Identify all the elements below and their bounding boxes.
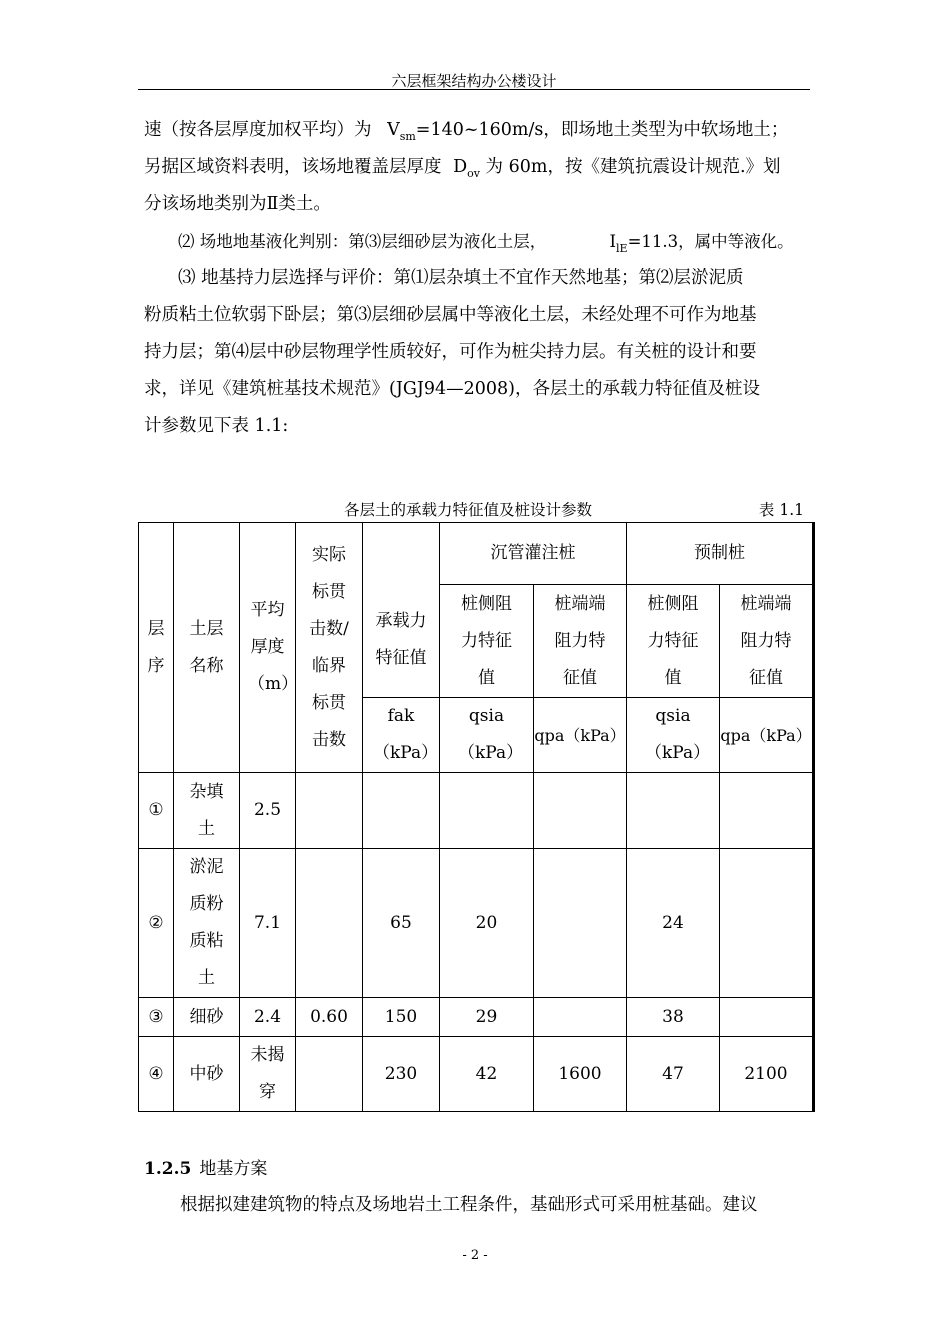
soil-parameter-table <box>138 522 815 1112</box>
cell-order: ① <box>139 773 174 849</box>
cell-order: ④ <box>139 1037 174 1112</box>
table-row <box>139 998 814 1037</box>
cell-spt <box>296 849 363 998</box>
text-line: 求，详见《建筑桩基技术规范》(JGJ94—2008)，各层土的承载力特征值及桩设 <box>144 379 760 399</box>
cell-qsia-cast: 20 <box>440 849 534 998</box>
symbol-i: I <box>609 232 617 251</box>
text-line: 计参数见下表 1.1: <box>144 416 289 436</box>
cell-spt <box>296 773 363 849</box>
cell-fak: 230 <box>363 1037 440 1112</box>
table-row <box>139 773 814 849</box>
cell-name: 杂填土 <box>174 773 240 849</box>
section-heading <box>144 1154 267 1179</box>
cell-qpa-precast <box>720 998 814 1037</box>
cell-fak: 65 <box>363 849 440 998</box>
text-line: 分该场地类别为Ⅱ类土。 <box>144 194 331 214</box>
header-rule <box>138 89 810 90</box>
cell-spt: 0.60 <box>296 998 363 1037</box>
symbol-v: V <box>387 120 400 140</box>
header-end-unit-1: qpa（kPa） <box>534 698 627 773</box>
paragraph-bearing-layer <box>144 260 808 445</box>
text-span: =140~160m/s，即场地土类型为中软场地土； <box>415 120 789 140</box>
header-side-unit-1: qsia（kPa） <box>440 698 534 773</box>
header-side-1: 桩侧阻力特征值 <box>440 585 534 698</box>
header-name: 土层名称 <box>174 523 240 773</box>
cell-qpa-cast <box>534 998 627 1037</box>
header-bearing: 承载力特征值 <box>363 523 440 698</box>
section-title: 地基方案 <box>199 1159 268 1179</box>
cell-qsia-cast <box>440 773 534 849</box>
text-span: =11.3，属中等液化。 <box>627 232 794 251</box>
text-line: 粉质粘土位软弱下卧层；第⑶层细砂层属中等液化土层，未经处理不可作为地基 <box>144 305 757 325</box>
cell-order: ② <box>139 849 174 998</box>
text-line: 持力层；第⑷层中砂层物理学性质较好，可作为桩尖持力层。有关桩的设计和要 <box>144 342 757 362</box>
text-span: ⑵ 场地地基液化判别：第⑶层细砂层为液化土层， <box>178 232 547 251</box>
cell-thickness: 未揭穿 <box>240 1037 296 1112</box>
cell-qsia-precast <box>627 773 720 849</box>
table-row <box>139 1037 814 1112</box>
cell-qsia-precast: 47 <box>627 1037 720 1112</box>
subscript-ov: ov <box>467 167 480 180</box>
header-bearing-unit: fak（kPa） <box>363 698 440 773</box>
cell-name: 淤泥质粉质粘土 <box>174 849 240 998</box>
text-span: 为 60m，按《建筑抗震设计规范.》划 <box>485 157 781 177</box>
cell-fak: 150 <box>363 998 440 1037</box>
table-number: 表 1.1 <box>758 501 804 519</box>
text-span: 速（按各层厚度加权平均）为 <box>144 120 372 140</box>
header-end-1: 桩端端阻力特征值 <box>534 585 627 698</box>
header-order: 层序 <box>139 523 174 773</box>
cell-thickness: 2.5 <box>240 773 296 849</box>
cell-spt <box>296 1037 363 1112</box>
header-thickness: 平均厚度（m） <box>240 523 296 773</box>
paragraph-site-type <box>144 112 808 223</box>
cell-qpa-cast <box>534 849 627 998</box>
page-header: 六层框架结构办公楼设计 <box>391 72 557 90</box>
paragraph-liquefaction <box>178 223 810 260</box>
subscript-sm: sm <box>399 130 416 143</box>
page-number: - 2 - <box>462 1248 488 1263</box>
header-group-precast-pile: 预制桩 <box>627 523 814 585</box>
cell-qpa-cast <box>534 773 627 849</box>
text-span: 另据区域资料表明，该场地覆盖层厚度 <box>144 157 442 177</box>
cell-name: 中砂 <box>174 1037 240 1112</box>
cell-name: 细砂 <box>174 998 240 1037</box>
paragraph-foundation-plan <box>144 1187 808 1224</box>
table-row <box>139 849 814 998</box>
cell-order: ③ <box>139 998 174 1037</box>
cell-thickness: 2.4 <box>240 998 296 1037</box>
header-spt: 实际标贯击数/临界标贯击数 <box>296 523 363 773</box>
cell-qpa-cast: 1600 <box>534 1037 627 1112</box>
cell-fak <box>363 773 440 849</box>
symbol-d: D <box>453 157 468 177</box>
text-line: ⑶ 地基持力层选择与评价：第⑴层杂填土不宜作天然地基；第⑵层淤泥质 <box>178 268 744 288</box>
header-end-2: 桩端端阻力特征值 <box>720 585 814 698</box>
cell-qsia-cast: 29 <box>440 998 534 1037</box>
header-side-unit-2: qsia（kPa） <box>627 698 720 773</box>
cell-qsia-cast: 42 <box>440 1037 534 1112</box>
cell-qpa-precast <box>720 773 814 849</box>
table-title: 各层土的承载力特征值及桩设计参数 <box>344 501 593 519</box>
cell-qsia-precast: 38 <box>627 998 720 1037</box>
header-side-2: 桩侧阻力特征值 <box>627 585 720 698</box>
text-line: 根据拟建建筑物的特点及场地岩土工程条件，基础形式可采用桩基础。建议 <box>180 1195 758 1215</box>
cell-qpa-precast <box>720 849 814 998</box>
cell-qsia-precast: 24 <box>627 849 720 998</box>
cell-thickness: 7.1 <box>240 849 296 998</box>
section-number: 1.2.5 <box>144 1159 192 1179</box>
header-end-unit-2: qpa（kPa） <box>720 698 814 773</box>
subscript-le: lE <box>616 242 628 255</box>
header-group-cast-pile: 沉管灌注桩 <box>440 523 627 585</box>
cell-qpa-precast: 2100 <box>720 1037 814 1112</box>
